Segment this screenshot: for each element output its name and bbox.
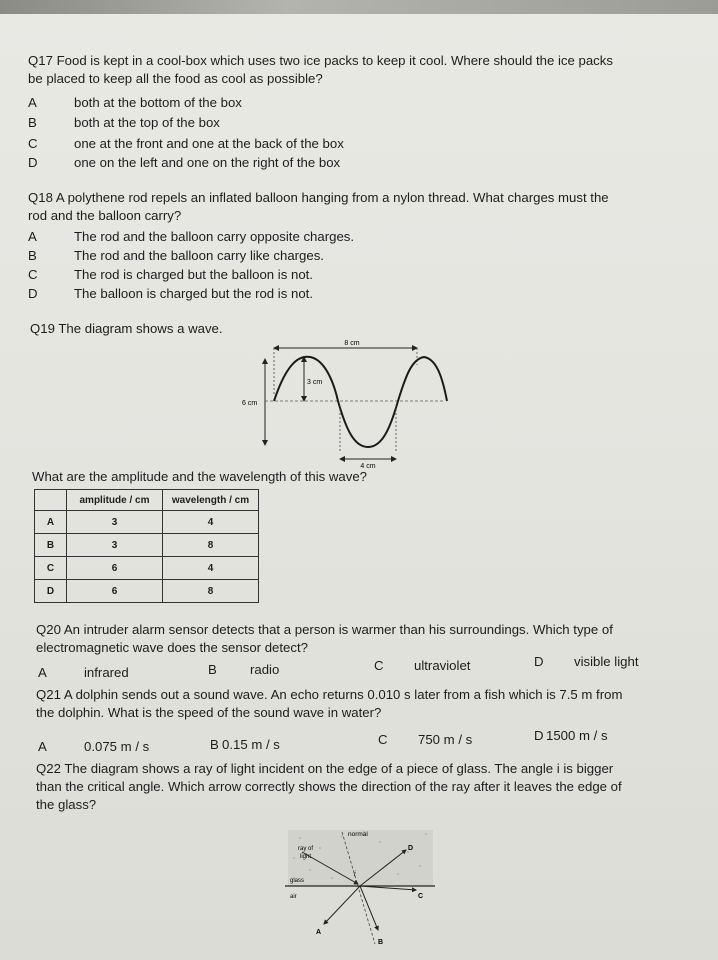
row-amplitude: 3 <box>67 511 163 534</box>
label-light: light <box>300 854 312 860</box>
option-letter: A <box>28 95 37 110</box>
row-amplitude: 6 <box>67 557 163 580</box>
table-row[interactable] <box>35 580 259 603</box>
table-row[interactable] <box>35 557 259 580</box>
q18-stem <box>28 189 609 225</box>
q17-stem <box>28 52 613 88</box>
option-text: 750 m / s <box>418 732 473 747</box>
option-letter: D <box>534 654 544 669</box>
table-row[interactable] <box>35 534 259 557</box>
row-letter: A <box>35 511 67 534</box>
option-letter: B <box>28 115 37 130</box>
option-text: 0.075 m / s <box>84 739 150 754</box>
label-6cm: 6 cm <box>242 400 258 407</box>
option-text: radio <box>250 662 280 677</box>
q19-intro: Q19 The diagram shows a wave. <box>30 321 223 336</box>
q21-line-2: the dolphin. What is the speed of the sound wave in water? <box>36 705 382 720</box>
row-amplitude: 6 <box>67 580 163 603</box>
label-4cm: 4 cm <box>360 463 376 470</box>
label-normal: normal <box>348 831 368 838</box>
row-letter: B <box>35 534 67 557</box>
option-letter: B <box>28 248 37 263</box>
q17-line-1: Q17 Food is kept in a cool-box which uses two ice packs to keep it cool. Where should the ice packs <box>28 53 613 68</box>
option-text: The rod is charged but the balloon is not. <box>74 267 313 282</box>
q22-line-1: Q22 The diagram shows a ray of light incident on the edge of a piece of glass. The angle i is bigger <box>36 761 614 776</box>
arrow-label-d: D <box>408 845 414 852</box>
row-wavelength: 4 <box>163 511 259 534</box>
q21-stem <box>36 686 622 722</box>
label-angle-i: i <box>354 871 356 878</box>
q18-line-1: Q18 A polythene rod repels an inflated balloon hanging from a nylon thread. What charges must the <box>28 190 609 205</box>
table-row[interactable] <box>35 511 259 534</box>
option-text: one on the left and one on the right of the box <box>74 155 341 170</box>
option-letter: C <box>28 136 38 151</box>
arrow-label-c: C <box>418 893 424 900</box>
option-letter: B <box>210 737 219 752</box>
arrow-label-b: B <box>378 939 384 946</box>
q21-option-b[interactable] <box>210 736 280 754</box>
q20-stem <box>36 621 613 657</box>
q22-line-2: than the critical angle. Which arrow correctly shows the direction of the ray after it leaves the edge of <box>36 779 622 794</box>
option-letter: D <box>28 286 38 301</box>
q22-stem <box>36 760 622 814</box>
row-letter: C <box>35 557 67 580</box>
option-text: 0.15 m / s <box>222 737 280 752</box>
option-text: 1500 m / s <box>546 728 608 743</box>
option-letter: A <box>38 665 47 680</box>
option-letter: D <box>28 155 38 170</box>
label-8cm: 8 cm <box>344 340 360 347</box>
option-text: The rod and the balloon carry like charges. <box>74 248 324 263</box>
option-text: both at the bottom of the box <box>74 95 242 110</box>
q19-answer-table <box>34 489 259 603</box>
arrow-a <box>324 886 360 924</box>
q20-option-a[interactable] <box>38 664 129 682</box>
option-letter: B <box>208 662 217 677</box>
option-text: infrared <box>84 665 129 680</box>
q18-line-2: rod and the balloon carry? <box>28 208 182 223</box>
q21-option-d[interactable] <box>534 727 608 745</box>
label-3cm: 3 cm <box>307 379 323 386</box>
label-glass: glass <box>290 878 305 884</box>
option-text: The balloon is charged but the rod is not. <box>74 286 313 301</box>
option-letter: C <box>378 732 388 747</box>
option-letter: C <box>374 658 384 673</box>
option-letter: C <box>28 267 38 282</box>
option-letter: A <box>28 229 37 244</box>
q19-question: What are the amplitude and the wavelength of this wave? <box>32 469 368 484</box>
header-wavelength: wavelength / cm <box>163 490 259 511</box>
q20-line-2: electromagnetic wave does the sensor detect? <box>36 640 308 655</box>
row-letter: D <box>35 580 67 603</box>
option-text: visible light <box>574 654 639 669</box>
row-wavelength: 8 <box>163 580 259 603</box>
table-header-row <box>35 490 259 511</box>
row-wavelength: 4 <box>163 557 259 580</box>
q17-line-2: be placed to keep all the food as cool as possible? <box>28 71 323 86</box>
refraction-diagram <box>280 822 440 952</box>
q21-option-c[interactable] <box>378 731 473 749</box>
q20-option-d[interactable] <box>534 653 639 671</box>
arrow-label-a: A <box>316 929 322 936</box>
q22-line-3: the glass? <box>36 797 97 812</box>
wave-curve <box>274 357 447 447</box>
row-wavelength: 8 <box>163 534 259 557</box>
option-letter: D <box>534 728 544 743</box>
option-text: ultraviolet <box>414 658 471 673</box>
q20-option-b[interactable] <box>208 661 280 679</box>
option-text: one at the front and one at the back of the box <box>74 136 344 151</box>
row-amplitude: 3 <box>67 534 163 557</box>
header-blank <box>35 490 67 511</box>
option-text: both at the top of the box <box>74 115 220 130</box>
label-ray-of: ray of <box>298 846 314 852</box>
q21-line-1: Q21 A dolphin sends out a sound wave. An echo returns 0.010 s later from a fish which is 7.5 m from <box>36 687 623 702</box>
header-amplitude: amplitude / cm <box>67 490 163 511</box>
q20-line-1: Q20 An intruder alarm sensor detects that a person is warmer than his surroundings. Which type of <box>36 622 613 637</box>
option-letter: A <box>38 739 47 754</box>
q20-option-c[interactable] <box>374 657 471 675</box>
option-text: The rod and the balloon carry opposite charges. <box>74 229 355 244</box>
page-top-edge <box>0 0 718 14</box>
wave-diagram <box>240 335 455 475</box>
label-air: air <box>290 894 297 900</box>
q21-option-a[interactable] <box>38 738 150 756</box>
